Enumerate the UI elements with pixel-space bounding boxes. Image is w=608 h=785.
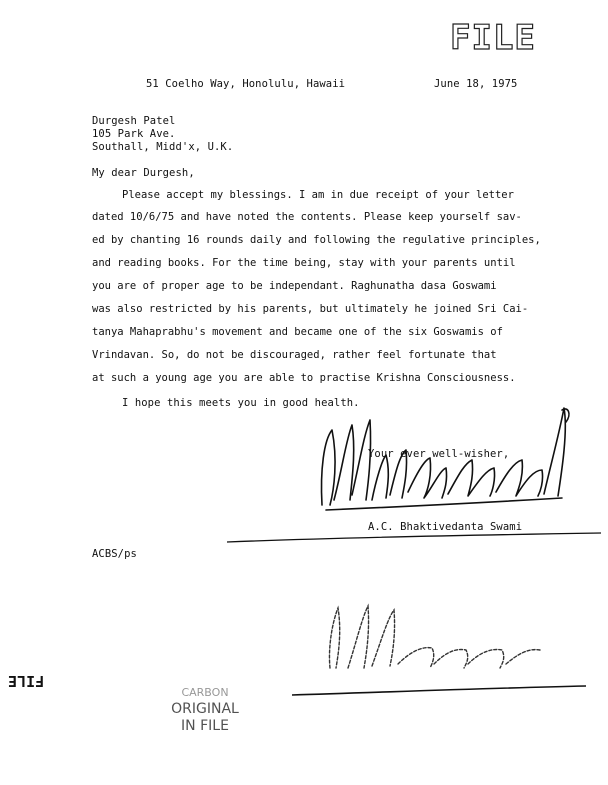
carbon-underline: [290, 684, 590, 698]
recipient-name: Durgesh Patel: [92, 115, 176, 127]
signoff-closing: Your ever well-wisher,: [368, 448, 510, 460]
signature-underline: [225, 532, 605, 546]
body-line: Please accept my blessings. I am in due receipt of your letter: [122, 189, 514, 201]
body-line: and reading books. For the time being, stay with your parents until: [92, 257, 516, 269]
typist-initials: ACBS/ps: [92, 548, 137, 560]
sender-address: 51 Coelho Way, Honolulu, Hawaii: [146, 78, 346, 90]
letter-date: June 18, 1975: [434, 78, 518, 90]
body-line: Vrindavan. So, do not be discouraged, rather feel fortunate that: [92, 349, 497, 361]
body-line: you are of proper age to be independant. Raghunatha dasa Goswami: [92, 280, 497, 292]
body-line: dated 10/6/75 and have noted the contents. Please keep yourself sav-: [92, 211, 522, 223]
original-in-file-stamp: [150, 684, 260, 735]
carbon-signature: [322, 598, 552, 678]
recipient-city: Southall, Midd'x, U.K.: [92, 141, 234, 153]
salutation: My dear Durgesh,: [92, 167, 195, 179]
signature: [312, 400, 582, 520]
body-line: was also restricted by his parents, but ultimately he joined Sri Cai-: [92, 303, 529, 315]
body-line: at such a young age you are able to practise Krishna Consciousness.: [92, 372, 516, 384]
closing-line: I hope this meets you in good health.: [122, 397, 360, 409]
body-line: ed by chanting 16 rounds daily and following the regulative principles,: [92, 234, 541, 246]
body-line: tanya Mahaprabhu's movement and became one of the six Goswamis of: [92, 326, 503, 338]
stamp-line: ORIGINAL: [171, 701, 239, 717]
recipient-street: 105 Park Ave.: [92, 128, 176, 140]
signatory-name: A.C. Bhaktivedanta Swami: [368, 521, 523, 533]
rotated-file-stamp: FILE: [8, 672, 45, 690]
stamp-line: CARBON: [181, 686, 229, 699]
file-stamp: FILE: [450, 18, 536, 58]
stamp-line: IN FILE: [181, 718, 229, 734]
